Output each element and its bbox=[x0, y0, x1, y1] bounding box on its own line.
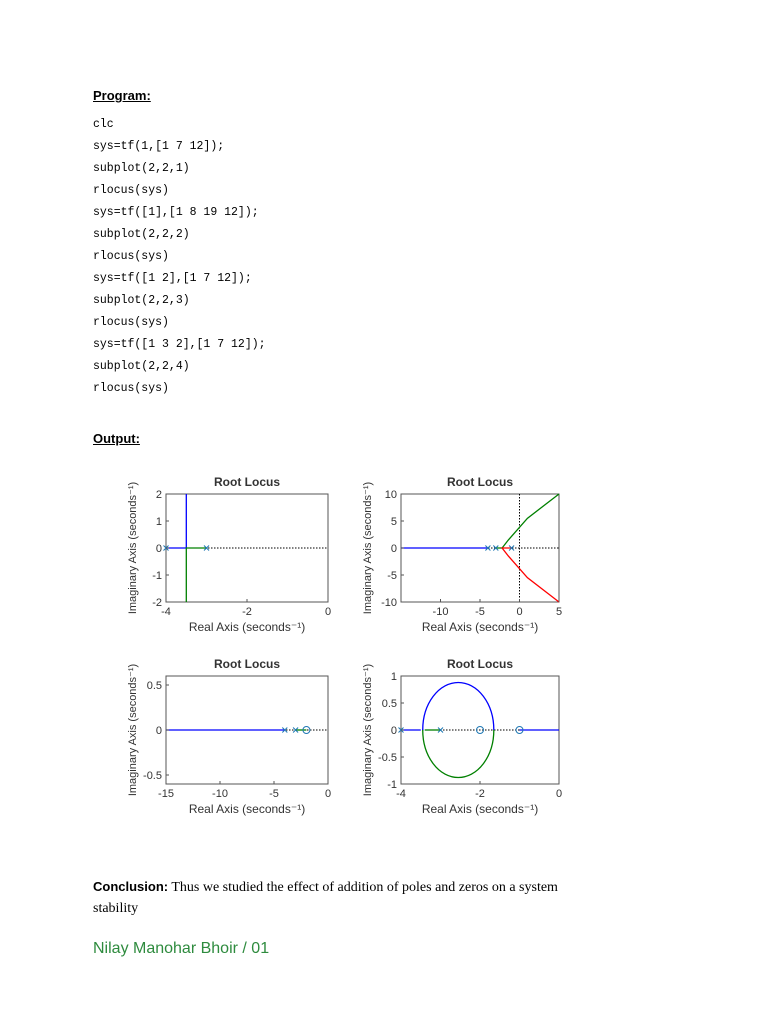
y-axis-label: Imaginary Axis (seconds⁻¹) bbox=[362, 481, 374, 615]
y-tick-label: -1 bbox=[387, 779, 397, 791]
x-tick-label: 0 bbox=[324, 606, 332, 618]
code-line: rlocus(sys) bbox=[93, 316, 169, 329]
y-tick-label: 0.5 bbox=[146, 680, 162, 692]
code-line: rlocus(sys) bbox=[93, 382, 169, 395]
y-tick-label: 1 bbox=[390, 671, 397, 683]
x-tick-label: -2 bbox=[242, 606, 252, 618]
code-line: rlocus(sys) bbox=[93, 250, 169, 263]
code-line: clc bbox=[93, 118, 114, 131]
x-axis-label: Real Axis (seconds⁻¹) bbox=[421, 620, 539, 634]
plot-title: Root Locus bbox=[447, 657, 513, 671]
root-locus-plot-2 bbox=[362, 475, 562, 634]
code-line: subplot(2,2,4) bbox=[93, 360, 190, 373]
x-tick-label: 0 bbox=[555, 788, 563, 800]
y-tick-label: -0.5 bbox=[378, 752, 397, 764]
y-axis-label: Imaginary Axis (seconds⁻¹) bbox=[127, 481, 139, 615]
x-tick-label: -5 bbox=[269, 788, 279, 800]
y-tick-label: -0.5 bbox=[143, 770, 162, 782]
y-axis-label: Imaginary Axis (seconds⁻¹) bbox=[362, 663, 374, 797]
y-tick-label: -5 bbox=[387, 570, 397, 582]
x-axis-label: Real Axis (seconds⁻¹) bbox=[188, 620, 306, 634]
y-tick-label: 0 bbox=[390, 543, 397, 555]
y-tick-label: 0 bbox=[390, 725, 397, 737]
conclusion bbox=[93, 876, 593, 919]
y-axis-label: Imaginary Axis (seconds⁻¹) bbox=[127, 663, 139, 797]
code-listing bbox=[93, 114, 266, 400]
root-locus-figure bbox=[118, 460, 578, 825]
code-line: subplot(2,2,2) bbox=[93, 228, 190, 241]
root-locus-plot-4 bbox=[362, 657, 562, 816]
code-line: sys=tf([1 3 2],[1 7 12]); bbox=[93, 338, 266, 351]
output-heading: Output: bbox=[93, 431, 140, 446]
y-tick-label: 0.5 bbox=[381, 698, 397, 710]
conclusion-text: Thus we studied the effect of addition of poles and zeros on a system stability bbox=[93, 880, 558, 916]
x-tick-label: -15 bbox=[158, 788, 174, 800]
program-heading: Program: bbox=[93, 88, 151, 103]
x-axis-label: Real Axis (seconds⁻¹) bbox=[188, 802, 306, 816]
root-locus-plot-1 bbox=[127, 475, 331, 634]
code-line: sys=tf([1 2],[1 7 12]); bbox=[93, 272, 252, 285]
code-line: sys=tf([1],[1 8 19 12]); bbox=[93, 206, 259, 219]
y-tick-label: -10 bbox=[381, 597, 397, 609]
x-tick-label: 0 bbox=[516, 606, 523, 618]
plot-title: Root Locus bbox=[214, 657, 280, 671]
x-tick-label: -10 bbox=[432, 606, 449, 618]
y-tick-label: 10 bbox=[384, 489, 397, 501]
y-tick-label: -1 bbox=[152, 570, 162, 582]
code-line: subplot(2,2,1) bbox=[93, 162, 190, 175]
code-line: subplot(2,2,3) bbox=[93, 294, 190, 307]
x-tick-label: -5 bbox=[475, 606, 485, 618]
x-tick-label: -4 bbox=[161, 606, 171, 618]
y-tick-label: 0 bbox=[155, 543, 162, 555]
root-locus-plot-3 bbox=[127, 657, 331, 816]
x-tick-label: -4 bbox=[396, 788, 406, 800]
code-line: sys=tf(1,[1 7 12]); bbox=[93, 140, 225, 153]
x-tick-label: -2 bbox=[475, 788, 485, 800]
x-tick-label: -10 bbox=[212, 788, 228, 800]
y-tick-label: -2 bbox=[152, 597, 162, 609]
x-tick-label: 5 bbox=[555, 606, 563, 618]
conclusion-label: Conclusion: bbox=[93, 879, 169, 894]
x-tick-label: 0 bbox=[324, 788, 332, 800]
y-tick-label: 1 bbox=[155, 516, 162, 528]
author-footer: Nilay Manohar Bhoir / 01 bbox=[93, 940, 270, 957]
code-line: rlocus(sys) bbox=[93, 184, 169, 197]
y-tick-label: 2 bbox=[155, 489, 162, 501]
plot-title: Root Locus bbox=[214, 475, 280, 489]
plot-title: Root Locus bbox=[447, 475, 513, 489]
y-tick-label: 5 bbox=[390, 516, 397, 528]
x-axis-label: Real Axis (seconds⁻¹) bbox=[421, 802, 539, 816]
y-tick-label: 0 bbox=[155, 725, 162, 737]
